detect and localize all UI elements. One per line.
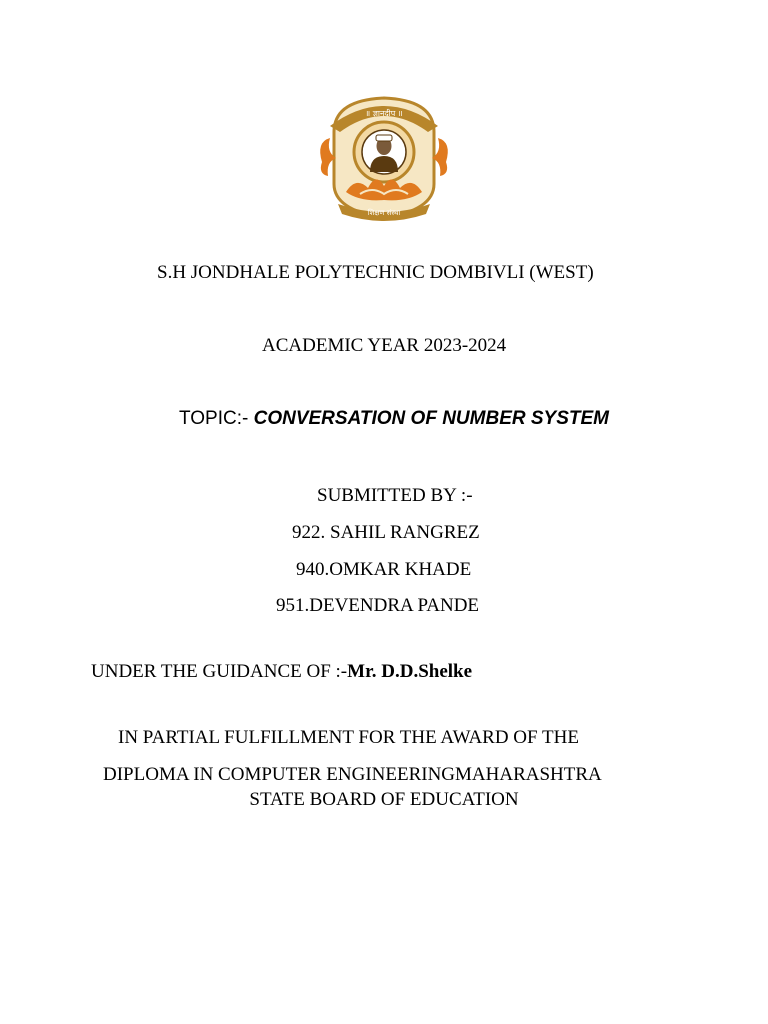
topic-label: TOPIC:- xyxy=(179,408,254,429)
fulfillment-line-1: IN PARTIAL FULFILLMENT FOR THE AWARD OF THE xyxy=(118,727,579,748)
logo-base-text: शिक्षण संस्था xyxy=(367,209,401,217)
submitted-by-label: SUBMITTED BY :- xyxy=(317,485,473,506)
student-name: 951.DEVENDRA PANDE xyxy=(276,595,480,616)
guide-name: Mr. D.D.Shelke xyxy=(347,661,473,682)
student-name: 922. SAHIL RANGREZ xyxy=(292,522,480,543)
student-name: 940.OMKAR KHADE xyxy=(296,559,472,580)
fulfillment-line-2: DIPLOMA IN COMPUTER ENGINEERINGMAHARASHTRA xyxy=(103,764,602,785)
logo-arc-text: ॥ ज्ञानदीप ॥ xyxy=(365,109,403,118)
institute-logo xyxy=(316,92,452,222)
topic-line xyxy=(179,408,609,430)
academic-year: ACADEMIC YEAR 2023-2024 xyxy=(262,335,507,356)
institute-name: S.H JONDHALE POLYTECHNIC DOMBIVLI (WEST) xyxy=(157,262,594,283)
guidance-label: UNDER THE GUIDANCE OF :- xyxy=(91,661,348,682)
fulfillment-line-3: STATE BOARD OF EDUCATION xyxy=(249,789,519,810)
topic-title: CONVERSATION OF NUMBER SYSTEM xyxy=(253,408,609,429)
guidance-line xyxy=(91,661,472,683)
